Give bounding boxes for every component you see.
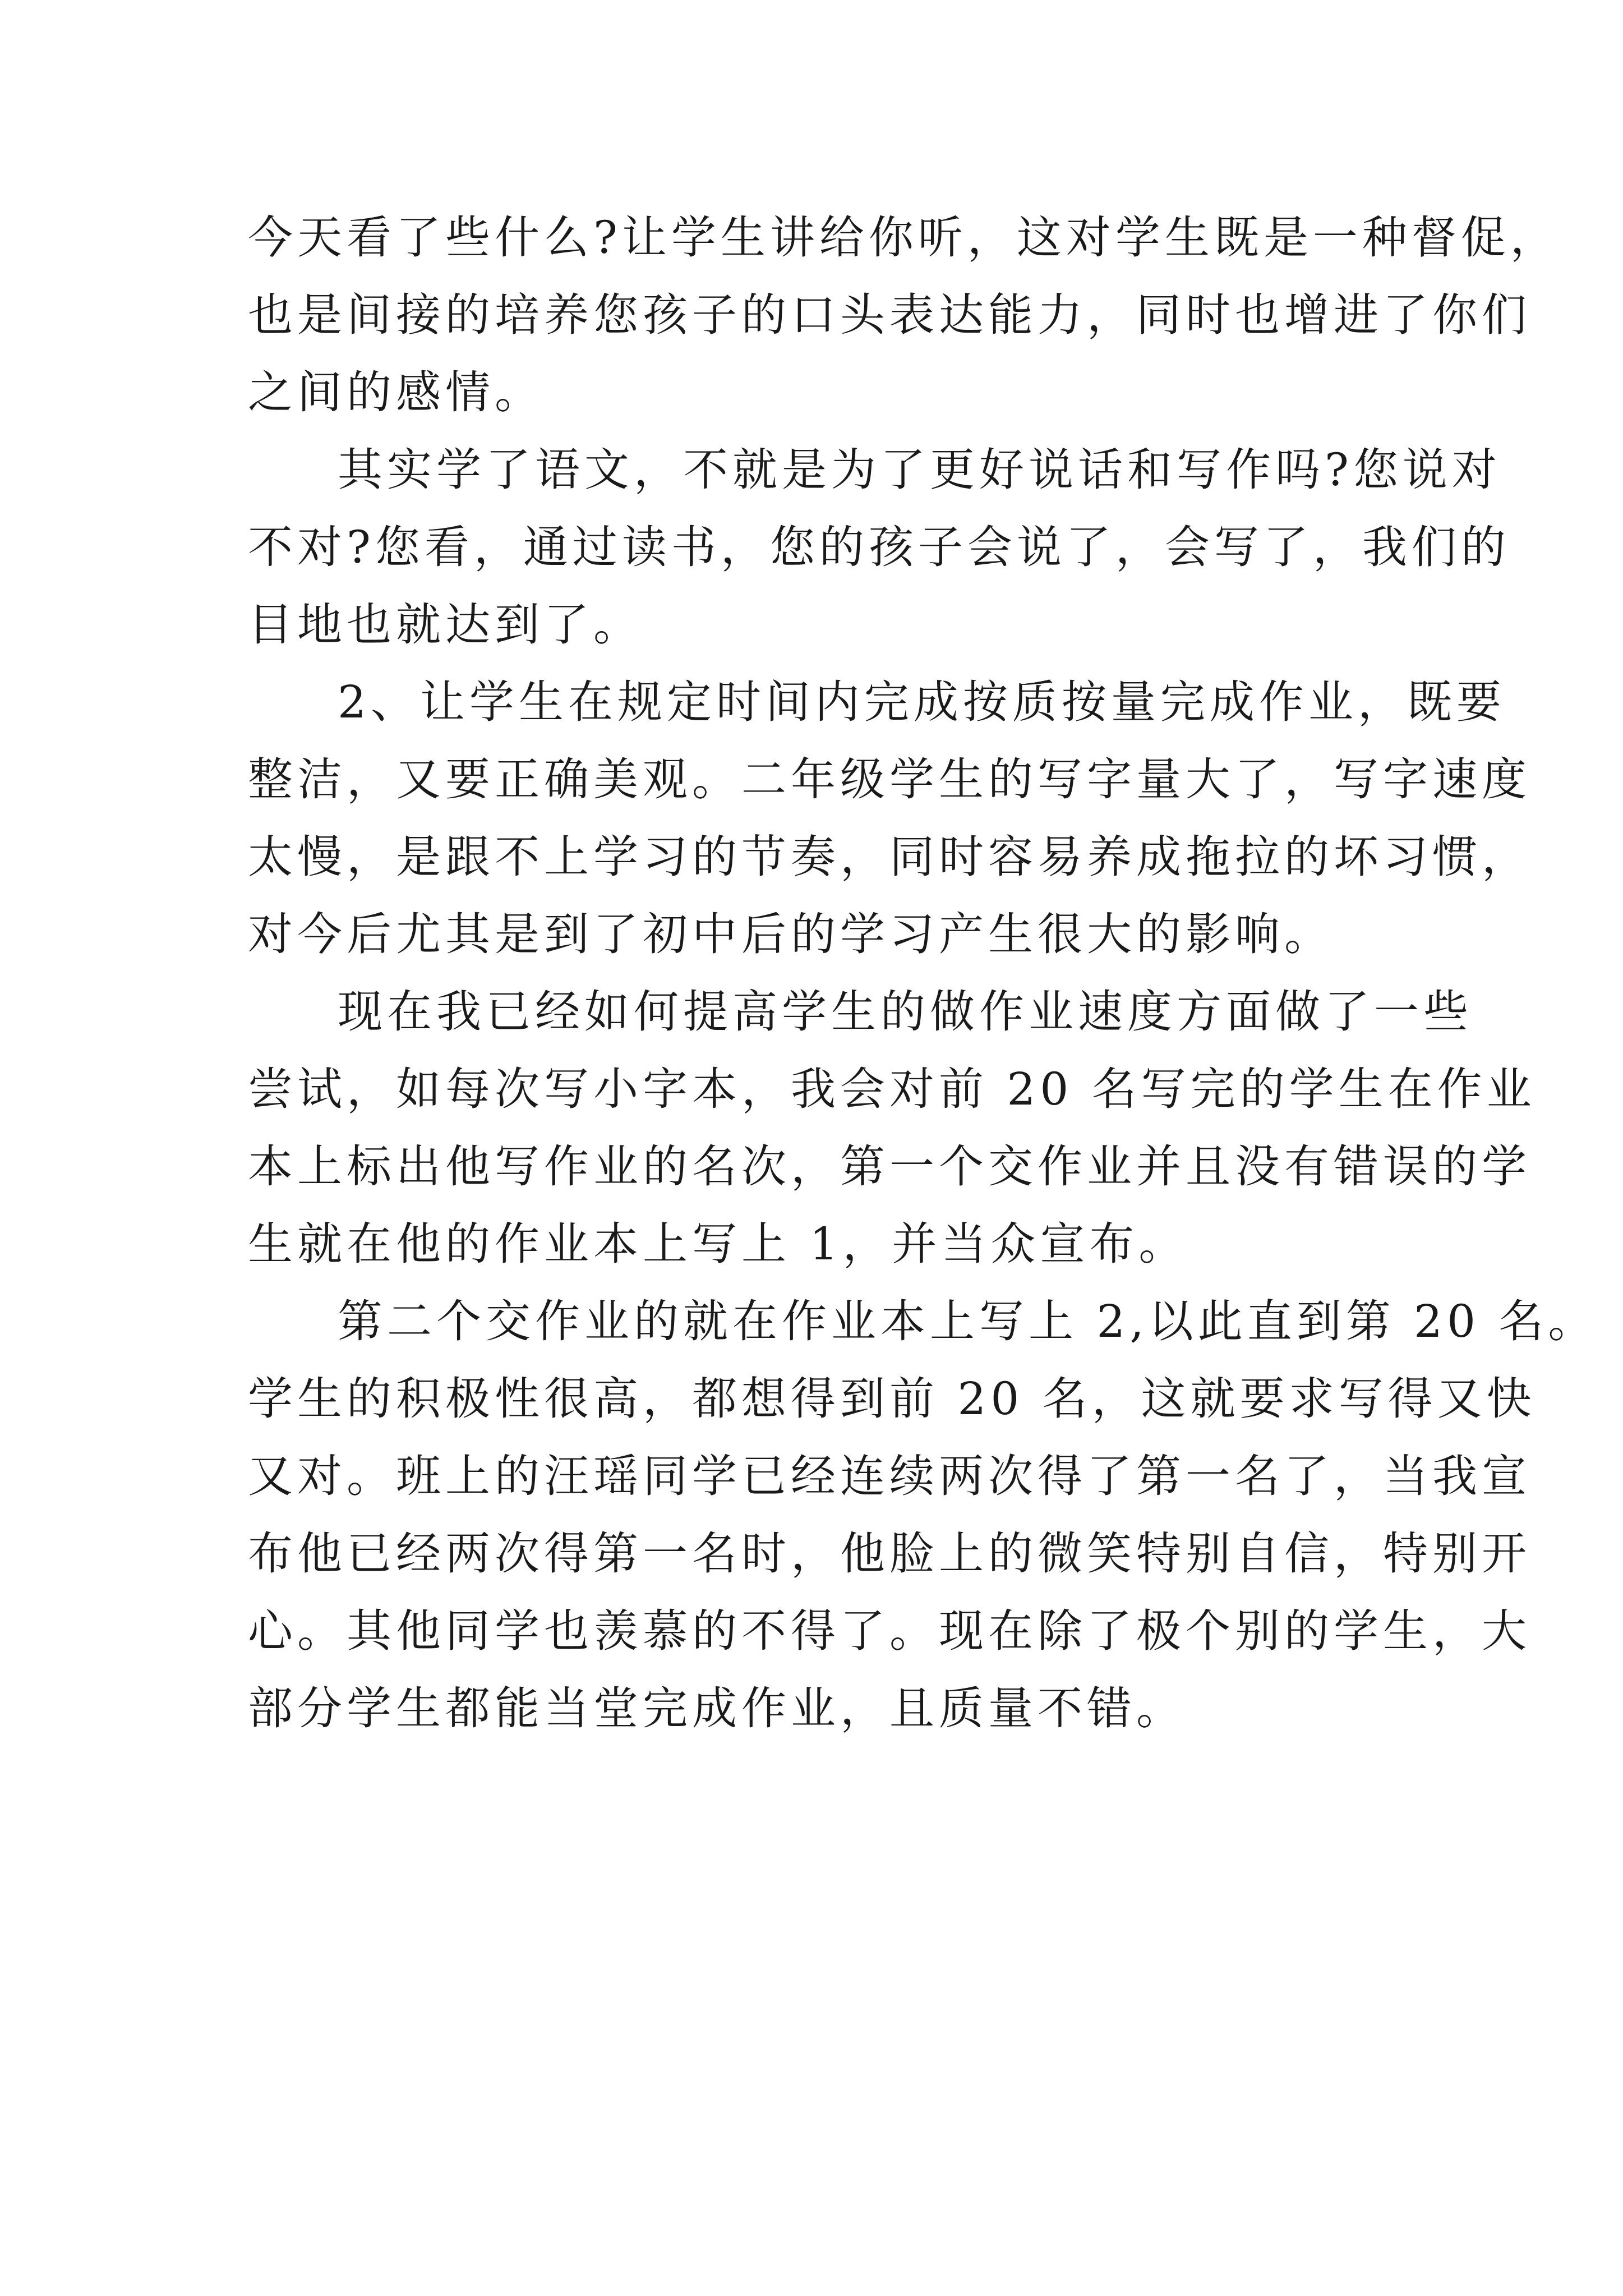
paragraph-line: 也是间接的培养您孩子的口头表达能力，同时也增进了你们: [248, 289, 1531, 341]
paragraph-line: 目地也就达到了。: [248, 599, 643, 651]
paragraph-1: [248, 199, 1560, 431]
paragraph-line: 整洁，又要正确美观。二年级学生的写字量大了，写字速度: [248, 753, 1531, 806]
paragraph-5: [248, 1283, 1598, 1747]
paragraph-line: 对今后尤其是到了初中后的学习产生很大的影响。: [248, 908, 1334, 960]
paragraph-line: 学生的积极性很高，都想得到前 20 名，这就要求写得又快: [248, 1373, 1536, 1425]
paragraph-line: 生就在他的作业本上写上 1，并当众宣布。: [248, 1218, 1188, 1270]
paragraph-line: 太慢，是跟不上学习的节奏，同时容易养成拖拉的坏习惯，: [248, 831, 1531, 883]
paragraph-4: [248, 973, 1536, 1283]
paragraph-line: 又对。班上的汪瑶同学已经连续两次得了第一名了，当我宣: [248, 1450, 1531, 1502]
paragraph-line: 心。其他同学也羡慕的不得了。现在除了极个别的学生，大: [248, 1605, 1531, 1657]
paragraph-line: 部分学生都能当堂完成作业，且质量不错。: [248, 1682, 1186, 1734]
paragraph-line: 布他已经两次得第一名时，他脸上的微笑特别自信，特别开: [248, 1527, 1531, 1580]
paragraph-line: 尝试，如每次写小字本，我会对前 20 名写完的学生在作业: [248, 1063, 1536, 1115]
paragraph-2: [248, 431, 1510, 664]
paragraph-line: 之间的感情。: [248, 366, 544, 418]
paragraph-line: 本上标出他写作业的名次，第一个交作业并且没有错误的学: [248, 1140, 1531, 1193]
paragraph-line: 其实学了语文，不就是为了更好说话和写作吗?您说对: [338, 444, 1501, 496]
paragraph-line: 第二个交作业的就在作业本上写上 2,以此直到第 20 名。: [338, 1295, 1598, 1347]
paragraph-3: [248, 664, 1531, 973]
paragraph-line: 今天看了些什么?让学生讲给你听，这对学生既是一种督促，: [248, 211, 1560, 264]
paragraph-line: 现在我已经如何提高学生的做作业速度方面做了一些: [338, 986, 1473, 1038]
document-body: [248, 199, 1598, 1747]
paragraph-line: 不对?您看，通过读书，您的孩子会说了，会写了，我们的: [248, 521, 1510, 573]
paragraph-line: 2、让学生在规定时间内完成按质按量完成作业，既要: [338, 676, 1506, 728]
